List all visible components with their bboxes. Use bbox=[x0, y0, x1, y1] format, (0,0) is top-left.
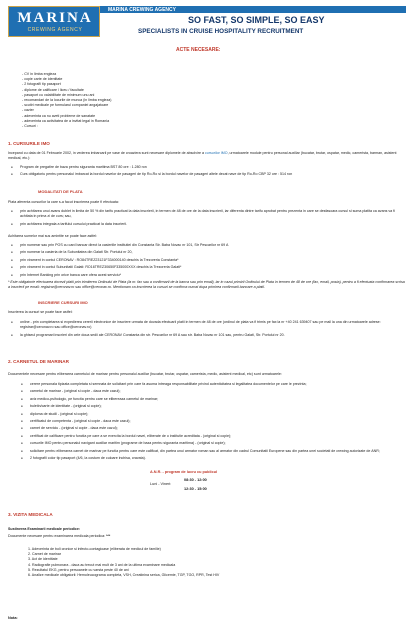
sub-text: Documente necesare pentru examinarea medicala periodica: bbox=[8, 534, 106, 538]
medical-documents-list bbox=[10, 547, 406, 578]
list-item: ● prin Internet Banking prin orice banca care ofera acest serviciu* bbox=[8, 273, 406, 278]
list-item: ● solicitare pentru eliberarea carnet de marinar pe functia pentru care este calificat, din partea unui armator roman sau al armator din cadrul Comunitatii Europene sau din partea unei societati de crewing autorizate de ANR; bbox=[18, 449, 406, 454]
list-item: 6. Analize medicale obligatorii: Hemoleucograma completa, VSH, Creatinina serica, Glicemie, TGP, TGO, RPR, Test HIV bbox=[28, 573, 220, 578]
section-1-intro bbox=[8, 151, 406, 161]
list-item: ● 2 fotografii color tip pasaport (4/6, la costum de culoare inchisa, cravata). bbox=[18, 456, 406, 461]
achitare-bullets bbox=[8, 243, 406, 280]
list-item: ● prin achitarea integrala a tarifului cursului practicat la data inscrierii. bbox=[8, 222, 406, 227]
list-item: ● carnetul de marinar - (original si copie - daca este cazul); bbox=[18, 389, 406, 394]
list-item: ● certificatul de competenta - (original si copie - daca este cazul); bbox=[18, 419, 406, 424]
acte-list bbox=[22, 72, 202, 129]
inscriere-text: Inscrierea la cursuri se poate face astfel: bbox=[8, 310, 73, 314]
acte-item: - adeverinta ca nu aveti probleme de sanatate bbox=[22, 113, 96, 118]
acte-item: - scutiri medicale pe formularul companiei angajatoare bbox=[22, 103, 109, 108]
list-item: ● Curs obligatoriu pentru personalul imbarcat la bordul navelor de pasageri de tip Ro-Ro si la bordul navelor de pasageri altele decat nave de tip Ro-Ro CBP 32 ore : 514 ron bbox=[8, 172, 406, 177]
section-3-subtitle: Sustinerea Examinarii medicale periodice: bbox=[8, 527, 81, 531]
acte-item: - recomandari de la locurile de munca (in limba engleza) bbox=[22, 98, 112, 103]
list-item: ● Program de pregatire de baza pentru siguranta maritima BST 80 ore : 1.280 ron bbox=[8, 165, 406, 170]
list-item: ● cerere personala tipizata completata si semnata de solicitant prin care fa asuma intreaga responsabilitate privind autenticitatea si legalitatea documentelor pe care le prezinta; bbox=[18, 382, 406, 387]
stars: *** bbox=[106, 534, 111, 538]
list-item: ● cursurile IMO pentru personalul navigant auxiliar maritim (programe de baza pentru siguranta maritima) - (original si copie); bbox=[18, 441, 406, 446]
intro-text: Incepand cu data de 01 Februarie 2002, in vederea imbarcarii pe vase de croaziera sunt necesare diplomele de absolvire a bbox=[8, 151, 205, 155]
list-item: ● prin achitarea unui avans dublet in limita de 50 % din tarifu practicat la data inscrierii, in termen de 48 de ore de la data inscrierii, iar diferenta dintre tarifu aprobat pentru prezenta in care se desfasoara cursul si suma platita ca avans va fi achitata in prima zi de curs; sau, bbox=[8, 209, 406, 219]
acte-title: ACTE NECESARE: bbox=[176, 47, 221, 53]
list-item: 1. Adeverinta de boli cronice si infecto-contagioase (eliberata de medicul de familie) bbox=[28, 547, 161, 551]
acte-item: - 2 fotografii tip pasaport bbox=[22, 82, 61, 87]
list-item: ● aviz medico-psihologic, pe functia pentru care se elibereaza carnetul de marinar; bbox=[18, 397, 406, 402]
achitare-text: Achitarea sumelor mai sus amintite se poate face astfel: bbox=[8, 234, 98, 238]
acte-item: - adeverinta ca activitatea de a invitat legal in Romania bbox=[22, 118, 110, 123]
acte-item: - CV in limba engleza bbox=[22, 72, 57, 76]
list-item: ● certificat de calificare pentru functia pe care a se exercita la bordul navei, eliberate de o institutie acreditata - (original si copie); bbox=[18, 434, 406, 439]
list-item: 2. Carnet de marinar bbox=[28, 552, 61, 557]
acte-item: - cazier bbox=[22, 108, 34, 113]
schedule-time: 12:30 - 15:00 bbox=[184, 487, 207, 491]
section-3-subtext bbox=[8, 534, 406, 539]
schedule-day: Luni - Vineri: bbox=[150, 482, 172, 486]
list-item: 5. Rezultatul EKG, pentru persoanele cu varsta peste 40 de ani bbox=[28, 567, 129, 572]
slogan: SO FAST, SO SIMPLE, SO EASY bbox=[188, 15, 325, 25]
list-item: ● diploma de studii - (original si copie); bbox=[18, 412, 406, 417]
list-item: ● prin virament in contul CERONAV : RO84TREZ23121F334000140 deschis la Trezoreria Constanta* bbox=[8, 258, 406, 263]
list-item: ● prin numerar sau prin POS cu card bancar direct la casieriile institutiei din Constanta Str. Baba Novac nr 101, Str Pescarilor nr 69 A bbox=[8, 243, 406, 248]
acte-item: - diplome de calificare / liceu / facultate bbox=[22, 87, 84, 92]
section-2-title: 2. CARNETUL DE MARINAR bbox=[8, 359, 69, 364]
schedule-heading-text: A.N.R. - program de lucru cu publicul bbox=[150, 470, 218, 474]
inscriere-bullets bbox=[8, 320, 406, 340]
logo-subtitle: CREWING AGENCY bbox=[27, 27, 83, 33]
plata-text: Plata aferenta cursurilor la care s-a facut inscrierea poate fi efectuata: bbox=[8, 200, 119, 204]
list-item: ● prin virament in contul Subunitatii Galati: RO16TREZ30650F335000XXX deschis la Trezoreria Galati* bbox=[8, 265, 406, 270]
list-item: 4. Radiografie pulmonara - daca au trecut mai mult de 3 ani de la ultima examinare medicala bbox=[28, 562, 176, 567]
list-item: ● prin numerar la casieria de la Subunitatea din Galati Str. Portului nr 20, bbox=[8, 250, 406, 255]
plata-bullets bbox=[8, 209, 406, 229]
acte-item: - copie carte de identitate bbox=[22, 77, 63, 82]
acte-item: - Cursuri : bbox=[22, 124, 38, 129]
section-1-title: 1. CURSURILE IMO bbox=[8, 141, 50, 146]
section-2-bullets bbox=[8, 382, 406, 463]
section-1-bullets bbox=[8, 165, 406, 180]
cursuri-imo-link[interactable]: cursurilor IMO bbox=[204, 151, 228, 155]
list-item: ● buletin/carte de identitate - (original si copie); bbox=[18, 404, 406, 409]
list-item: ● online - prin completarea si expedierea cererii electronice de inscriere urmata de dovada efectuarii platii in termen de 48 de ore (ordinul de plata va fi trimis pe fax la nr +40 241 639407 sau pe mail la una din urmatoarele adrese: registrar@ceronav.ro sau office@ceronav.ro) bbox=[8, 320, 406, 330]
schedule-time: 08:30 - 12:00 bbox=[184, 478, 207, 482]
inscriere-title: INSCRIERE CURSURI IMO bbox=[38, 300, 88, 305]
agency-name: MARINA CREWING AGENCY bbox=[108, 6, 176, 13]
modalitati-plata-title: MODALITATI DE PLATA bbox=[38, 189, 83, 194]
agency-logo bbox=[8, 6, 100, 37]
list-item: ● carnet de serviciu - (original si copie - daca este cazul); bbox=[18, 426, 406, 431]
anr-schedule bbox=[150, 470, 217, 475]
section-3-title: 3. VIZITA MEDICALA bbox=[8, 512, 53, 517]
list-item: 3. Act de identitate bbox=[28, 557, 58, 562]
specialists-tagline: SPECIALISTS IN CRUISE HOSPITALITY RECRUITMENT bbox=[138, 28, 304, 35]
section-2-intro: Documentele necesare pentru eliberarea carnetului de marinar pentru personalul auxiliar (bucatar, brutar, ospatar, camerista, medic, asistent medical, etc) sunt urmatoarele: bbox=[8, 372, 282, 376]
payment-note: * Este obligatorie efectuarea dovezii platii prin trimiterea Ordinului de Plata (la nr. fax sau a confirmarii de la banca sau prin email), iar in cazul primirii Ordinului de Plata in termen de 48 de ore (fax, email, posta), pentru a fi efectuata confirmarea scrisa a inscrierii pe email: registrar@ceronav.ro sau office@ceronav.ro. Mentionam ca inscrierea la cursuri se confirma numai dupa primirea confirmarii bancare a platii. bbox=[8, 280, 405, 290]
acte-item: - pasaport cu valabilitate de minimum unu ani bbox=[22, 92, 95, 97]
intro-text-cont: , urmatoarele module pentru personal auxiliar (bucatar, brutar, ospatar, medic, camerista, barman, asistent medical, etc.): bbox=[8, 151, 397, 161]
schedule-heading bbox=[150, 470, 217, 475]
logo-text: MARINA bbox=[17, 10, 93, 26]
nota-label: Nota: bbox=[8, 616, 18, 620]
list-item: ● la ghiseul programari inscrieri din cele doua sedii ale CERONAV Constanta din str. Pescarilor nr 69 A sau str. Baba Novac nr 101 sau, pentru Galati, Str. Portului nr 20. bbox=[8, 333, 406, 338]
